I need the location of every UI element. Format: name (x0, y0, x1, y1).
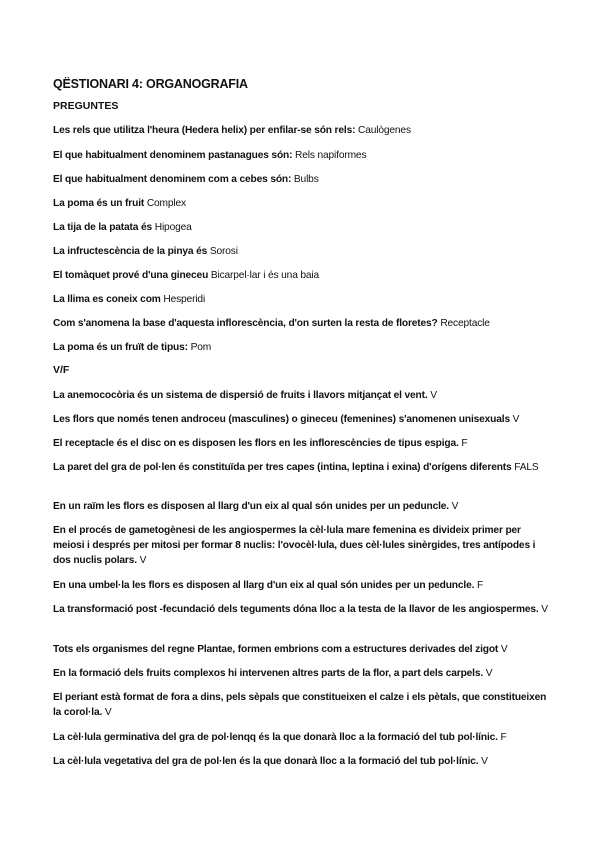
statement-text: En la formació dels fruits complexos hi intervenen altres parts de la flor, a part dels carpels. (53, 668, 484, 679)
true-false-item (53, 523, 553, 568)
question-text: La tija de la patata és (53, 222, 153, 233)
answer-text: V (485, 668, 493, 679)
question-text: El tomàquet prové d'una gineceu (53, 270, 209, 281)
answer-text: V (512, 414, 520, 425)
answer-text: F (461, 438, 468, 449)
true-false-item (53, 412, 553, 427)
question-text: La llima es coneix com (53, 294, 161, 305)
true-false-item (53, 754, 553, 769)
question-text: La poma és un fruit (53, 198, 145, 209)
answer-text: V (451, 501, 459, 512)
true-false-item (53, 578, 553, 593)
answer-text: Rels napiformes (295, 150, 367, 161)
question-item (53, 172, 553, 187)
question-text: La poma és un fruït de tipus: (53, 342, 188, 353)
answer-text: Caulògenes (358, 125, 411, 136)
statement-text: En una umbel·la les flors es disposen al llarg d'un eix al qual són unides per un peduncle. (53, 580, 475, 591)
question-item (53, 123, 553, 138)
answer-text: Receptacle (440, 318, 490, 329)
answer-text: Bicarpel·lar i és una baia (210, 270, 320, 281)
question-text: Les rels que utilitza l'heura (Hedera helix) per enfilar-se són rels: (53, 125, 356, 136)
statement-text: La paret del gra de pol·len és constituïda per tres capes (intina, leptina i exina) d'orígens diferents (53, 462, 512, 473)
answer-text: Bulbs (293, 174, 319, 185)
answer-text: Sorosi (209, 246, 238, 257)
answer-text: Pom (190, 342, 212, 353)
question-text: El que habitualment denominem com a cebes són: (53, 174, 292, 185)
question-item (53, 316, 553, 331)
answer-text: F (476, 580, 484, 591)
statement-text: Tots els organismes del regne Plantae, formen embrions com a estructures derivades del zigot (53, 644, 499, 655)
answer-text: Hesperidi (163, 294, 206, 305)
true-false-item (53, 460, 553, 475)
document-title: QËSTIONARI 4: ORGANOGRAFIA (53, 77, 248, 91)
answer-text: V (104, 707, 112, 718)
statement-text: En un raïm les flors es disposen al llarg d'un eix al qual són unides per un peduncle. (53, 501, 449, 512)
answer-text: V (541, 604, 548, 615)
question-item (53, 148, 553, 163)
true-false-item (53, 666, 553, 681)
statement-text: La cèl·lula vegetativa del gra de pol·len és la que donarà lloc a la formació del tub pol·línic. (53, 756, 479, 767)
statement-text: En el procés de gametogènesi de les angiospermes la cèl·lula mare femenina es divideix primer per meiosi i després per mitosi per formar 8 nuclis: l'ovocèl·lula, dues cèl·lules sinèrgides, tres antípodes i dos nuclis polars. (53, 525, 536, 566)
true-false-item (53, 730, 553, 745)
question-text: Com s'anomena la base d'aquesta inflorescència, d'on surten la resta de floretes? (53, 318, 438, 329)
question-item (53, 292, 553, 307)
statement-text: Les flors que només tenen androceu (masculines) o gineceu (femenines) s'anomenen unisexuals (53, 414, 510, 425)
answer-text: V (430, 390, 437, 401)
answer-text: Complex (146, 198, 186, 209)
question-item (53, 196, 553, 211)
answer-text: FALS (514, 462, 539, 473)
answer-text: Hipogea (154, 222, 192, 233)
question-item (53, 220, 553, 235)
statement-text: La anemococòria és un sistema de dispersió de fruits i llavors mitjançat el vent. (53, 390, 428, 401)
true-false-item (53, 642, 553, 657)
answer-text: F (500, 732, 507, 743)
question-item (53, 268, 553, 283)
question-text: El que habitualment denominem pastanagues són: (53, 150, 293, 161)
answer-text: V (500, 644, 508, 655)
section-heading-preguntes: PREGUNTES (53, 100, 119, 112)
answer-text: V (139, 555, 147, 566)
question-item (53, 340, 553, 355)
answer-text: V (481, 756, 488, 767)
true-false-item (53, 499, 553, 514)
true-false-item (53, 690, 553, 720)
question-item (53, 244, 553, 259)
true-false-item (53, 388, 553, 403)
true-false-item (53, 602, 553, 617)
statement-text: La transformació post -fecundació dels teguments dóna lloc a la testa de la llavor de les angiospermes. (53, 604, 539, 615)
statement-text: El receptacle és el disc on es disposen les flors en les inflorescències de tipus espiga. (53, 438, 459, 449)
statement-text: La cèl·lula germinativa del gra de pol·lenqq és la que donarà lloc a la formació del tub pol·línic. (53, 732, 498, 743)
section-heading-vf: V/F (53, 364, 70, 376)
statement-text: El periant està format de fora a dins, pels sèpals que constitueixen el calze i els pètals, que constitueixen la corol·la. (53, 692, 547, 718)
question-text: La infructescència de la pinya és (53, 246, 208, 257)
true-false-item (53, 436, 553, 451)
